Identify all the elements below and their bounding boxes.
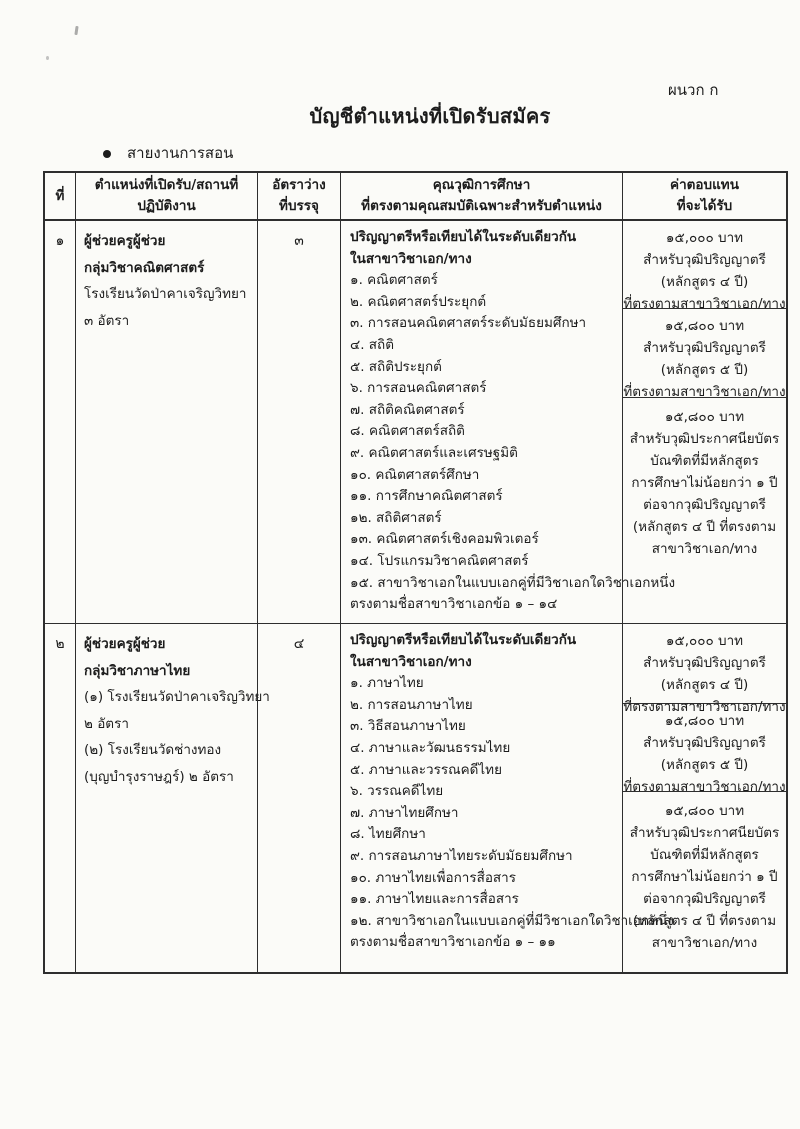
major-items	[350, 270, 676, 594]
compensation-detail-line: สาขาวิชาเอก/ทาง	[651, 541, 758, 557]
header-vacancy-line: อัตราว่าง	[272, 177, 326, 193]
qualification-cell	[340, 221, 676, 623]
major-item: ๓. การสอนคณิตศาสตร์ระดับมัธยมศึกษา	[350, 315, 587, 332]
header-compensation-line: ที่จะได้รับ	[676, 198, 733, 214]
location-line: โรงเรียนวัดป่าคาเจริญวิทยา	[84, 286, 247, 302]
major-item: ๖. การสอนคณิตศาสตร์	[350, 380, 487, 397]
major-item: ๑. ภาษาไทย	[350, 675, 424, 692]
compensation-tier	[623, 704, 786, 795]
table-row	[45, 221, 786, 623]
page-title: บัญชีตำแหน่งที่เปิดรับสมัคร	[309, 104, 551, 128]
location-lines	[84, 281, 253, 334]
compensation-detail	[623, 249, 786, 315]
compensation-detail-line: บัณฑิตที่มีหลักสูตร	[650, 453, 759, 469]
compensation-amount: ๑๕,๘๐๐ บาท	[664, 318, 745, 334]
header-compensation	[622, 173, 786, 219]
major-item: ๑๓. คณิตศาสตร์เชิงคอมพิวเตอร์	[350, 531, 539, 548]
qualification-header-line: ในสาขาวิชาเอก/ทาง	[350, 653, 472, 670]
major-item: ๑๕. สาขาวิชาเอกในแบบเอกคู่ที่มีวิชาเอกใดวิชาเอกหนึ่ง	[350, 574, 676, 591]
header-qualification	[340, 173, 622, 219]
location-lines	[84, 684, 270, 790]
major-item: ๗. ภาษาไทยศึกษา	[350, 804, 459, 821]
location-line: (๒) โรงเรียนวัดช่างทอง	[84, 742, 222, 758]
major-item: ๑๑. การศึกษาคณิตศาสตร์	[350, 488, 503, 505]
major-note: ตรงตามชื่อสาขาวิชาเอกข้อ ๑ – ๑๔	[350, 596, 558, 613]
qualification-header	[350, 227, 618, 270]
major-item: ๔. สถิติ	[350, 336, 394, 353]
compensation-tier	[623, 309, 786, 398]
location-line: (บุญบำรุงราษฎร์) ๒ อัตรา	[84, 768, 234, 785]
major-item: ๗. สถิติคณิตศาสตร์	[350, 401, 465, 418]
compensation-detail-line: ต่อจากวุฒิปริญญาตรี	[643, 891, 766, 907]
compensation-detail-line: ต่อจากวุฒิปริญญาตรี	[643, 497, 766, 513]
major-item: ๖. วรรณคดีไทย	[350, 783, 444, 800]
compensation-detail-line: (หลักสูตร ๔ ปี)	[660, 677, 749, 693]
location-line: ๓ อัตรา	[84, 312, 130, 329]
header-no: ที่	[55, 187, 65, 204]
compensation-amount: ๑๕,๐๐๐ บาท	[665, 230, 744, 246]
header-vacancy	[257, 173, 340, 219]
compensation-detail-line: สำหรับวุฒิปริญญาตรี	[643, 340, 766, 356]
compensation-cell	[622, 624, 786, 972]
header-vacancy-line: ที่บรรจุ	[279, 198, 319, 214]
compensation-tier	[623, 792, 786, 972]
compensation-amount: ๑๕,๘๐๐ บาท	[664, 409, 745, 425]
position-cell	[75, 221, 257, 623]
major-item: ๑๔. โปรแกรมวิชาคณิตศาสตร์	[350, 552, 529, 569]
compensation-amount: ๑๕,๘๐๐ บาท	[664, 713, 745, 729]
qualification-header-line: ปริญญาตรีหรือเทียบได้ในระดับเดียวกัน	[350, 632, 577, 648]
section-heading-label: สายงานการสอน	[127, 144, 234, 162]
major-item: ๘. ไทยศึกษา	[350, 826, 426, 843]
compensation-detail-line: การศึกษาไม่น้อยกว่า ๑ ปี	[631, 869, 778, 885]
major-item: ๑๒. สถิติศาสตร์	[350, 509, 442, 526]
subject-group: กลุ่มวิชาคณิตศาสตร์	[84, 259, 205, 276]
compensation-detail-line: ที่ตรงตามสาขาวิชาเอก/ทาง	[623, 699, 786, 715]
table-header-row	[45, 173, 786, 221]
compensation-detail-line: (หลักสูตร ๕ ปี)	[660, 757, 749, 773]
vacancy-count: ๔	[257, 624, 340, 972]
major-item: ๙. การสอนภาษาไทยระดับมัธยมศึกษา	[350, 847, 573, 864]
major-item: ๓. วิธีสอนภาษาไทย	[350, 718, 466, 735]
header-position-line: ปฏิบัติงาน	[137, 198, 196, 214]
major-item: ๕. ภาษาและวรรณคดีไทย	[350, 761, 502, 778]
header-compensation-line: ค่าตอบแทน	[670, 177, 739, 193]
major-item: ๑. คณิตศาสตร์	[350, 272, 438, 289]
compensation-detail-line: ที่ตรงตามสาขาวิชาเอก/ทาง	[623, 779, 786, 795]
compensation-detail-line: สำหรับวุฒิปริญญาตรี	[643, 252, 766, 268]
row-number: ๑	[55, 233, 65, 249]
compensation-detail-line: สำหรับวุฒิประกาศนียบัตร	[629, 825, 780, 841]
compensation-detail-line: ที่ตรงตามสาขาวิชาเอก/ทาง	[623, 296, 786, 312]
compensation-amount: ๑๕,๐๐๐ บาท	[665, 633, 744, 649]
major-note: ตรงตามชื่อสาขาวิชาเอกข้อ ๑ – ๑๑	[350, 934, 556, 951]
major-item: ๘. คณิตศาสตร์สถิติ	[350, 423, 465, 440]
qualification-header-line: ปริญญาตรีหรือเทียบได้ในระดับเดียวกัน	[350, 229, 577, 245]
annex-label: ผนวก ก	[668, 81, 719, 99]
major-item: ๑๐. คณิตศาสตร์ศึกษา	[350, 466, 480, 483]
compensation-detail-line: สำหรับวุฒิปริญญาตรี	[643, 655, 766, 671]
major-item: ๕. สถิติประยุกต์	[350, 358, 442, 375]
compensation-detail-line: บัณฑิตที่มีหลักสูตร	[650, 847, 759, 863]
compensation-detail-line: (หลักสูตร ๕ ปี)	[660, 362, 749, 378]
section-heading	[103, 141, 233, 165]
compensation-detail-line: (หลักสูตร ๔ ปี ที่ตรงตาม	[632, 519, 777, 535]
compensation-amount: ๑๕,๘๐๐ บาท	[664, 803, 745, 819]
qualification-cell	[340, 624, 674, 972]
compensation-tier	[623, 221, 786, 312]
subject-group: กลุ่มวิชาภาษาไทย	[84, 662, 191, 679]
scan-artifact-mark	[74, 26, 78, 35]
major-item: ๑๒. สาขาวิชาเอกในแบบเอกคู่ที่มีวิชาเอกใดวิชาเอกหนึ่ง	[350, 912, 674, 929]
compensation-tier	[623, 398, 786, 623]
major-item: ๔. ภาษาและวัฒนธรรมไทย	[350, 739, 511, 756]
position-title: ผู้ช่วยครูผู้ช่วย	[84, 636, 166, 652]
location-line: ๒ อัตรา	[84, 715, 129, 732]
compensation-detail	[623, 337, 786, 403]
compensation-tier	[623, 624, 786, 715]
position-cell	[75, 624, 270, 972]
compensation-detail-line: (หลักสูตร ๔ ปี)	[660, 274, 749, 290]
location-line: (๑) โรงเรียนวัดป่าคาเจริญวิทยา	[84, 689, 270, 705]
major-item: ๒. การสอนภาษาไทย	[350, 696, 473, 713]
compensation-detail	[623, 428, 786, 560]
major-item: ๙. คณิตศาสตร์และเศรษฐมิติ	[350, 444, 518, 461]
qualification-header	[350, 630, 618, 673]
major-items	[350, 673, 674, 932]
table-row	[45, 623, 786, 972]
compensation-detail-line: สำหรับวุฒิปริญญาตรี	[643, 735, 766, 751]
compensation-detail	[623, 822, 786, 954]
compensation-detail-line: ที่ตรงตามสาขาวิชาเอก/ทาง	[623, 384, 786, 400]
compensation-detail-line: สำหรับวุฒิประกาศนียบัตร	[629, 431, 780, 447]
scan-artifact-dot	[46, 56, 49, 60]
compensation-detail	[623, 732, 786, 798]
header-qualification-line: ที่ตรงตามคุณสมบัติเฉพาะสำหรับตำแหน่ง	[361, 198, 602, 214]
compensation-cell	[622, 221, 786, 623]
compensation-detail-line: การศึกษาไม่น้อยกว่า ๑ ปี	[631, 475, 778, 491]
compensation-detail-line: (หลักสูตร ๔ ปี ที่ตรงตาม	[632, 913, 777, 929]
major-item: ๑๐. ภาษาไทยเพื่อการสื่อสาร	[350, 869, 516, 886]
major-item: ๑๑. ภาษาไทยและการสื่อสาร	[350, 891, 519, 908]
header-position	[75, 173, 257, 219]
major-item: ๒. คณิตศาสตร์ประยุกต์	[350, 293, 487, 310]
positions-table	[43, 171, 788, 974]
header-qualification-line: คุณวุฒิการศึกษา	[432, 177, 531, 193]
bullet-icon	[103, 150, 111, 158]
qualification-header-line: ในสาขาวิชาเอก/ทาง	[350, 250, 472, 267]
vacancy-count: ๓	[257, 221, 340, 623]
row-number: ๒	[55, 636, 65, 652]
position-title: ผู้ช่วยครูผู้ช่วย	[84, 233, 166, 249]
compensation-detail-line: สาขาวิชาเอก/ทาง	[651, 935, 758, 951]
header-position-line: ตำแหน่งที่เปิดรับ/สถานที่	[94, 177, 239, 193]
